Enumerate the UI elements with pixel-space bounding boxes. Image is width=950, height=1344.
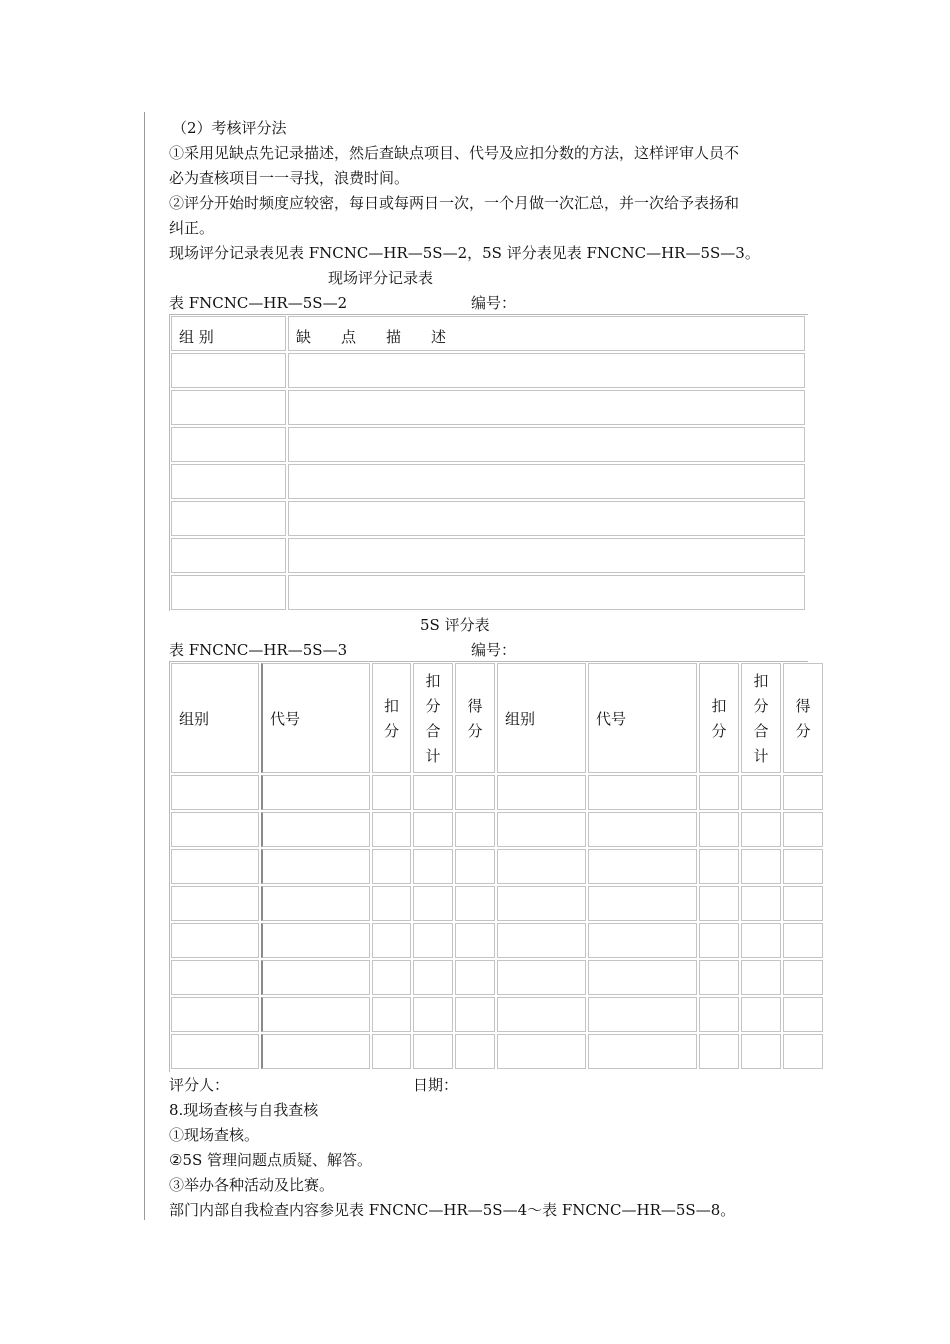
table2-cell xyxy=(261,775,370,810)
table2-header-cell xyxy=(497,663,586,773)
table2-cell xyxy=(588,775,697,810)
table2-header-char: 得 xyxy=(795,697,811,715)
table1-cell-group xyxy=(171,575,286,610)
table2-cell xyxy=(413,886,453,921)
table1-cell-group xyxy=(171,464,286,499)
table2-cell xyxy=(497,997,586,1032)
table2-cell xyxy=(261,923,370,958)
table2-cell xyxy=(455,960,495,995)
table1-cell-description xyxy=(288,353,805,388)
table2-cell xyxy=(588,1034,697,1069)
table2-cell xyxy=(171,960,259,995)
table2-cell xyxy=(699,960,739,995)
table2-cell xyxy=(783,886,823,921)
table2-cell xyxy=(588,812,697,847)
table2-cell xyxy=(261,812,370,847)
table2-cell xyxy=(588,960,697,995)
table2-cell xyxy=(783,960,823,995)
table2-cell xyxy=(588,849,697,884)
table2-cell xyxy=(413,812,453,847)
table1-header-description-label: 缺 点 描 述 xyxy=(296,328,447,346)
table2-header-char: 分 xyxy=(383,722,399,740)
table2-header-cell xyxy=(699,663,739,773)
table2-cell xyxy=(372,849,411,884)
section-8-title: 8.现场查核与自我查核 xyxy=(169,1101,319,1119)
table2-code: 表 FNCNC—HR—5S—3 xyxy=(169,641,348,659)
table2-cell xyxy=(372,923,411,958)
table2-cell xyxy=(783,997,823,1032)
table2-cell xyxy=(497,812,586,847)
table2-cell xyxy=(497,923,586,958)
paragraph-reference: 现场评分记录表见表 FNCNC—HR—5S—2，5S 评分表见表 FNCNC—HR—5S—3。 xyxy=(169,244,760,262)
5s-score-table xyxy=(169,661,811,1072)
table2-cell xyxy=(741,849,781,884)
footer-item2: ②5S 管理问题点质疑、解答。 xyxy=(169,1151,373,1169)
table2-cell xyxy=(699,997,739,1032)
table2-cell xyxy=(741,997,781,1032)
table2-header-char: 扣 xyxy=(383,697,399,715)
table2-cell xyxy=(783,775,823,810)
page-margin-line xyxy=(144,112,145,1220)
table2-cell xyxy=(497,886,586,921)
paragraph-item2-line1: ②评分开始时频度应较密，每日或每两日一次，一个月做一次汇总，并一次给予表扬和 xyxy=(169,194,740,212)
table2-cell xyxy=(455,923,495,958)
table2-cell xyxy=(171,997,259,1032)
table2-cell xyxy=(171,886,259,921)
table2-cell xyxy=(497,1034,586,1069)
table2-header-char: 分 xyxy=(467,722,483,740)
table2-header-cell xyxy=(783,663,823,773)
table2-header-char: 计 xyxy=(425,747,441,765)
table2-cell xyxy=(741,1034,781,1069)
table2-header-cell xyxy=(372,663,411,773)
table2-header-char: 扣 xyxy=(425,672,441,690)
footer-closing: 部门内部自我检查内容参见表 FNCNC—HR—5S—4～表 FNCNC—HR—5S—8。 xyxy=(169,1201,736,1219)
table2-cell xyxy=(783,1034,823,1069)
footer-item3: ③举办各种活动及比赛。 xyxy=(169,1176,335,1194)
table2-header-cell xyxy=(741,663,781,773)
table2-cell xyxy=(372,997,411,1032)
table1-header-group-label: 组 别 xyxy=(179,328,214,346)
table2-header-cell xyxy=(171,663,259,773)
on-site-score-record-table xyxy=(169,314,808,611)
table2-cell xyxy=(741,923,781,958)
table1-cell-group xyxy=(171,390,286,425)
table2-cell xyxy=(741,775,781,810)
table2-header-char: 合 xyxy=(425,722,441,740)
table2-header-char: 扣 xyxy=(753,672,769,690)
table1-row xyxy=(170,389,808,426)
table2-header-char: 得 xyxy=(467,697,483,715)
table2-header-label: 组别 xyxy=(179,710,210,728)
table2-cell xyxy=(699,812,739,847)
table2-header-char: 分 xyxy=(753,697,769,715)
table2-header-char: 分 xyxy=(711,722,727,740)
table1-cell-group xyxy=(171,353,286,388)
table1-cell-description xyxy=(288,427,805,462)
table1-row xyxy=(170,463,808,500)
table2-cell xyxy=(588,997,697,1032)
table2-cell xyxy=(413,775,453,810)
table2-cell xyxy=(261,1034,370,1069)
table2-cell xyxy=(261,886,370,921)
table2-header-char: 分 xyxy=(425,697,441,715)
table2-cell xyxy=(741,886,781,921)
table1-cell-description xyxy=(288,390,805,425)
table2-cell xyxy=(497,960,586,995)
table2-header-char: 分 xyxy=(795,722,811,740)
paragraph-item1-line2: 必为查核项目一一寻找，浪费时间。 xyxy=(169,169,410,187)
table2-cell xyxy=(171,849,259,884)
table2-header-label: 组别 xyxy=(505,710,536,728)
table2-cell xyxy=(455,775,495,810)
paragraph-item1-line1: ①采用见缺点先记录描述，然后查缺点项目、代号及应扣分数的方法，这样评审人员不 xyxy=(169,144,740,162)
table2-cell xyxy=(372,775,411,810)
table2-cell xyxy=(413,997,453,1032)
table2-cell xyxy=(261,997,370,1032)
table2-cell xyxy=(171,812,259,847)
table2-cell xyxy=(372,886,411,921)
table2-cell xyxy=(588,923,697,958)
table2-header-cell xyxy=(261,663,370,773)
table2-cell xyxy=(497,775,586,810)
table2-header-label: 代号 xyxy=(270,710,301,728)
table1-title: 现场评分记录表 xyxy=(328,269,434,287)
table2-cell xyxy=(171,1034,259,1069)
table2-cell xyxy=(372,1034,411,1069)
table2-cell xyxy=(372,960,411,995)
table2-cell xyxy=(741,960,781,995)
table2-cell xyxy=(261,960,370,995)
table2-cell xyxy=(455,997,495,1032)
table1-row xyxy=(170,537,808,574)
table1-row xyxy=(170,426,808,463)
table1-cell-description xyxy=(288,575,805,610)
table2-header-label: 代号 xyxy=(596,710,627,728)
table1-header-row xyxy=(170,315,808,352)
table2-header-char: 扣 xyxy=(711,697,727,715)
table2-number-label: 编号： xyxy=(471,641,517,659)
table2-cell xyxy=(699,849,739,884)
table2-header-cell xyxy=(413,663,453,773)
table2-cell xyxy=(455,812,495,847)
table2-cell xyxy=(413,1034,453,1069)
table2-cell xyxy=(783,849,823,884)
table2-cell xyxy=(699,1034,739,1069)
table2-header-cell xyxy=(588,663,697,773)
table1-row xyxy=(170,500,808,537)
footer-item1: ①现场查核。 xyxy=(169,1126,260,1144)
date-label: 日期： xyxy=(413,1076,459,1094)
table2-cell xyxy=(783,812,823,847)
table2-cell xyxy=(372,812,411,847)
table2-cell xyxy=(171,775,259,810)
table1-row xyxy=(170,574,808,611)
table2-cell xyxy=(699,775,739,810)
table1-cell-description xyxy=(288,538,805,573)
table2-header-char: 计 xyxy=(753,747,769,765)
table1-number-label: 编号： xyxy=(471,294,517,312)
section-heading: （2）考核评分法 xyxy=(172,119,287,137)
table1-cell-description xyxy=(288,464,805,499)
table2-cell xyxy=(497,849,586,884)
scorer-label: 评分人： xyxy=(169,1076,230,1094)
table2-cell xyxy=(413,960,453,995)
table1-cell-description xyxy=(288,501,805,536)
table2-cell xyxy=(413,849,453,884)
table2-cell xyxy=(261,849,370,884)
table1-cell-group xyxy=(171,538,286,573)
table1-cell-group xyxy=(171,427,286,462)
table2-cell xyxy=(455,849,495,884)
table2-cell xyxy=(741,812,781,847)
table2-cell xyxy=(171,923,259,958)
table1-header-description xyxy=(288,316,805,351)
table2-header-cell xyxy=(455,663,495,773)
table2-cell xyxy=(588,886,697,921)
table1-cell-group xyxy=(171,501,286,536)
table2-cell xyxy=(413,923,453,958)
table2-cell xyxy=(455,886,495,921)
table2-cell xyxy=(699,886,739,921)
table1-header-group xyxy=(171,316,286,351)
table2-cell xyxy=(455,1034,495,1069)
table1-code: 表 FNCNC—HR—5S—2 xyxy=(169,294,348,312)
table2-cell xyxy=(783,923,823,958)
table2-header-char: 合 xyxy=(753,722,769,740)
paragraph-item2-line2: 纠正。 xyxy=(169,219,215,237)
table2-cell xyxy=(699,923,739,958)
table2-title: 5S 评分表 xyxy=(420,616,490,634)
table1-row xyxy=(170,352,808,389)
